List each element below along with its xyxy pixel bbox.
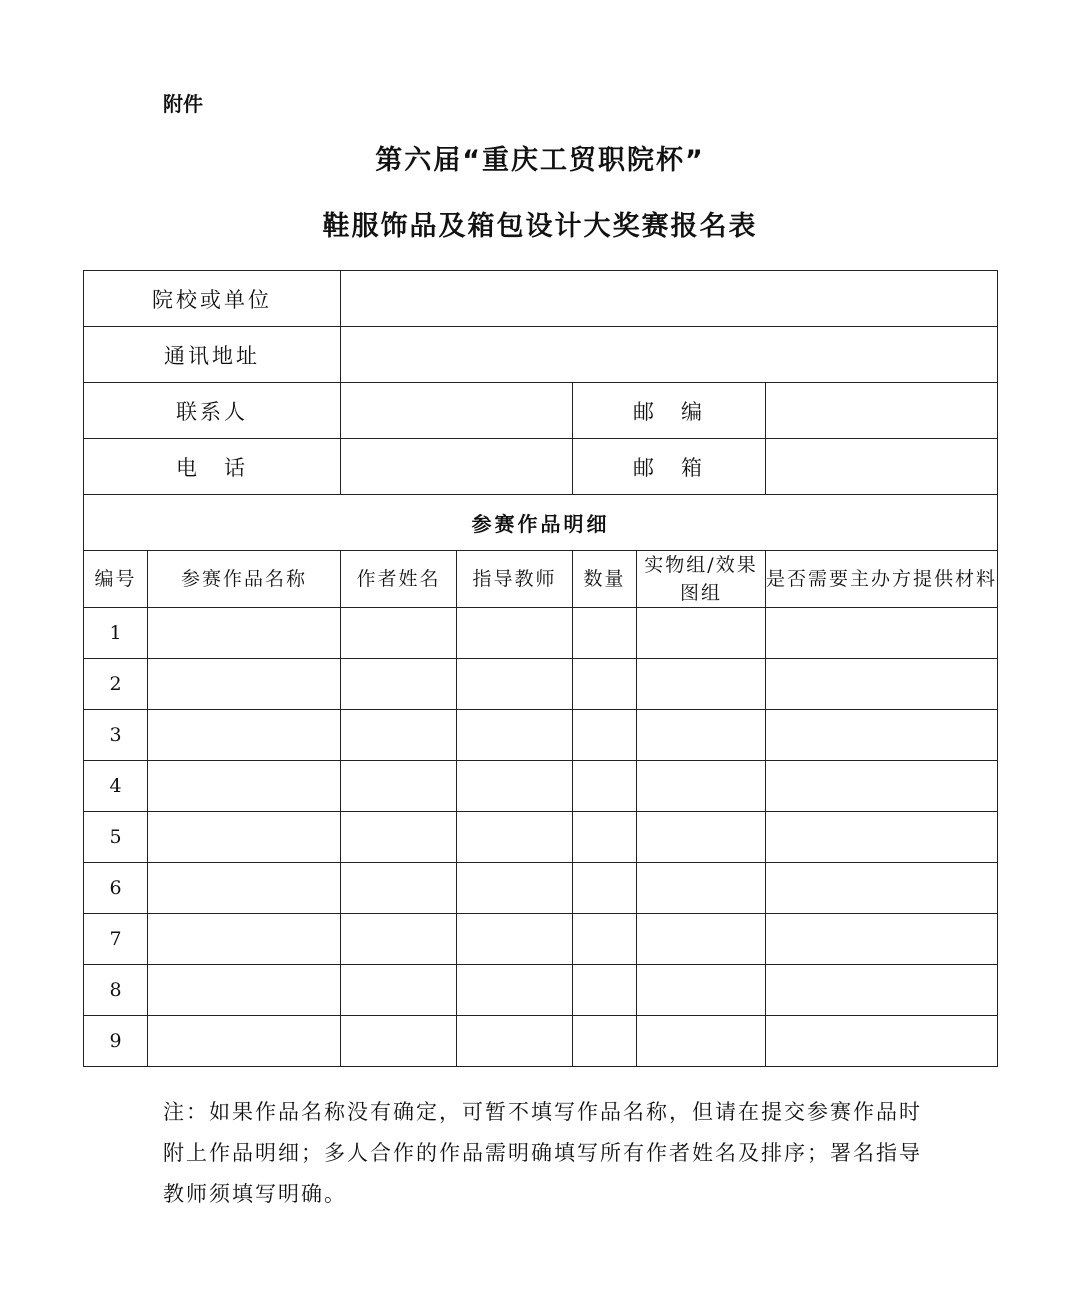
table-row [84, 1016, 998, 1067]
postcode-field[interactable] [766, 383, 998, 439]
entry-cell[interactable] [573, 1016, 637, 1067]
entry-cell[interactable] [573, 965, 637, 1016]
postcode-label: 邮 编 [573, 383, 766, 439]
entry-cell[interactable] [766, 812, 998, 863]
registration-form-table [83, 270, 998, 1067]
entry-cell[interactable] [341, 965, 457, 1016]
entry-cell[interactable] [766, 863, 998, 914]
column-header: 参赛作品名称 [148, 551, 341, 608]
entry-cell[interactable] [341, 761, 457, 812]
table-header-row [84, 551, 998, 608]
entry-cell[interactable] [148, 710, 341, 761]
entry-cell[interactable] [457, 914, 573, 965]
entry-cell[interactable] [637, 659, 766, 710]
entry-cell[interactable] [766, 914, 998, 965]
table-row [84, 659, 998, 710]
entry-cell[interactable] [148, 608, 341, 659]
row-number: 2 [84, 659, 148, 710]
entry-cell[interactable] [637, 863, 766, 914]
row-number: 6 [84, 863, 148, 914]
entry-cell[interactable] [457, 1016, 573, 1067]
table-row [84, 761, 998, 812]
table-row [84, 710, 998, 761]
column-header: 作者姓名 [341, 551, 457, 608]
entry-cell[interactable] [573, 914, 637, 965]
column-header: 实物组/效果图组 [637, 551, 766, 608]
row-number: 7 [84, 914, 148, 965]
entry-cell[interactable] [148, 914, 341, 965]
entry-cell[interactable] [637, 1016, 766, 1067]
contact-field[interactable] [341, 383, 573, 439]
entry-cell[interactable] [341, 1016, 457, 1067]
entry-cell[interactable] [573, 863, 637, 914]
section-title: 参赛作品明细 [84, 495, 998, 551]
entry-cell[interactable] [766, 1016, 998, 1067]
entry-cell[interactable] [766, 965, 998, 1016]
entry-cell[interactable] [637, 761, 766, 812]
table-row [84, 914, 998, 965]
row-number: 1 [84, 608, 148, 659]
entry-cell[interactable] [457, 608, 573, 659]
table-row [84, 863, 998, 914]
entry-cell[interactable] [148, 1016, 341, 1067]
entry-cell[interactable] [341, 914, 457, 965]
address-field[interactable] [341, 327, 998, 383]
contact-label: 联系人 [84, 383, 341, 439]
entry-cell[interactable] [148, 659, 341, 710]
column-header: 是否需要主办方提供材料 [766, 551, 998, 608]
entry-cell[interactable] [637, 965, 766, 1016]
email-field[interactable] [766, 439, 998, 495]
table-row [84, 608, 998, 659]
school-field[interactable] [341, 271, 998, 327]
entry-cell[interactable] [766, 608, 998, 659]
row-number: 3 [84, 710, 148, 761]
row-number: 5 [84, 812, 148, 863]
entry-cell[interactable] [148, 812, 341, 863]
entry-cell[interactable] [573, 659, 637, 710]
entry-cell[interactable] [148, 965, 341, 1016]
column-header: 编号 [84, 551, 148, 608]
entry-cell[interactable] [573, 761, 637, 812]
entry-cell[interactable] [341, 608, 457, 659]
footnote: 注：如果作品名称没有确定，可暂不填写作品名称，但请在提交参赛作品时附上作品明细；多人合作的作品需明确填写所有作者姓名及排序；署名指导教师须填写明确。 [163, 1100, 922, 1206]
entry-cell[interactable] [341, 863, 457, 914]
entry-cell[interactable] [457, 965, 573, 1016]
entry-cell[interactable] [341, 659, 457, 710]
form-title-line2: 鞋服饰品及箱包设计大奖赛报名表 [322, 211, 758, 242]
school-label: 院校或单位 [84, 271, 341, 327]
phone-field[interactable] [341, 439, 573, 495]
table-row [84, 812, 998, 863]
entry-cell[interactable] [573, 710, 637, 761]
entry-cell[interactable] [637, 914, 766, 965]
entry-cell[interactable] [766, 710, 998, 761]
entry-cell[interactable] [637, 710, 766, 761]
entry-cell[interactable] [457, 761, 573, 812]
entry-cell[interactable] [457, 863, 573, 914]
entry-cell[interactable] [637, 608, 766, 659]
email-label: 邮 箱 [573, 439, 766, 495]
entry-cell[interactable] [148, 863, 341, 914]
column-header: 指导教师 [457, 551, 573, 608]
entry-cell[interactable] [457, 710, 573, 761]
phone-label: 电 话 [84, 439, 341, 495]
attachment-label: 附件 [163, 92, 203, 116]
entry-cell[interactable] [573, 812, 637, 863]
entry-cell[interactable] [341, 812, 457, 863]
row-number: 8 [84, 965, 148, 1016]
table-row [84, 965, 998, 1016]
row-number: 4 [84, 761, 148, 812]
row-number: 9 [84, 1016, 148, 1067]
entry-cell[interactable] [457, 812, 573, 863]
entry-cell[interactable] [766, 761, 998, 812]
entry-cell[interactable] [341, 710, 457, 761]
form-title-line1: 第六届“重庆工贸职院杯” [375, 145, 705, 176]
entry-cell[interactable] [766, 659, 998, 710]
entry-cell[interactable] [148, 761, 341, 812]
column-header: 数量 [573, 551, 637, 608]
entry-cell[interactable] [637, 812, 766, 863]
address-label: 通讯地址 [84, 327, 341, 383]
entry-cell[interactable] [573, 608, 637, 659]
entry-cell[interactable] [457, 659, 573, 710]
